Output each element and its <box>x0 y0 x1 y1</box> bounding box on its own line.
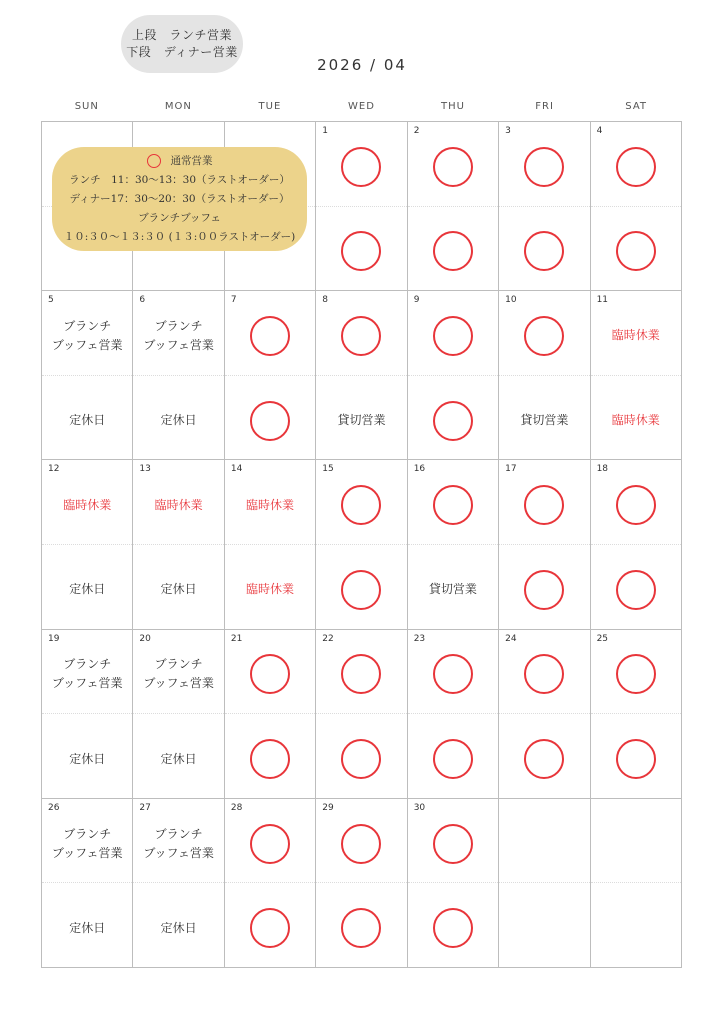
info-buffet-label: ブランチブッフェ <box>138 211 221 224</box>
dinner-slot <box>133 545 223 629</box>
open-circle-icon <box>524 316 564 356</box>
day-number: 6 <box>139 295 146 306</box>
calendar-day-cell <box>225 630 316 799</box>
slot-status-text: 貸切営業 <box>520 413 569 428</box>
open-circle-icon <box>433 316 473 356</box>
calendar-day-cell <box>408 291 499 460</box>
weekday-tue: TUE <box>258 101 282 112</box>
open-circle-icon <box>616 570 656 610</box>
calendar-day-cell <box>316 122 407 291</box>
calendar-day-cell <box>499 291 590 460</box>
slot-status-text: 定休日 <box>69 413 106 428</box>
open-circle-icon <box>433 739 473 779</box>
dinner-slot <box>42 545 132 629</box>
day-number: 17 <box>505 464 517 475</box>
calendar-day-cell <box>499 460 590 629</box>
day-number: 19 <box>48 633 60 644</box>
day-number: 21 <box>230 633 243 644</box>
dinner-slot <box>408 207 498 291</box>
slot-status-text: 貸切営業 <box>428 582 477 597</box>
dinner-slot <box>499 207 589 291</box>
slot-status-text: 臨時休業 <box>63 497 112 512</box>
dinner-slot <box>316 883 406 967</box>
slot-status-text: 臨時休業 <box>246 582 295 597</box>
dinner-slot <box>408 376 498 460</box>
dinner-slot <box>316 376 406 460</box>
calendar-day-cell <box>591 122 682 291</box>
day-number: 25 <box>596 633 609 644</box>
day-number: 12 <box>48 464 60 475</box>
dinner-slot <box>591 545 681 629</box>
open-circle-icon <box>341 316 381 356</box>
slot-status-text: ブランチ ブッフェ営業 <box>51 657 123 691</box>
calendar-day-cell <box>591 799 682 968</box>
calendar-day-cell <box>225 460 316 629</box>
dinner-slot <box>133 376 223 460</box>
day-number: 9 <box>413 295 420 306</box>
day-number: 5 <box>48 295 54 306</box>
day-number: 7 <box>230 295 237 306</box>
day-number: 16 <box>413 464 426 475</box>
calendar-day-cell <box>316 630 407 799</box>
dinner-slot <box>408 545 498 629</box>
day-number: 1 <box>322 126 329 136</box>
calendar-day-cell <box>591 460 682 629</box>
day-number: 27 <box>139 802 151 813</box>
dinner-slot <box>225 545 315 629</box>
slot-status-text: 定休日 <box>69 582 106 597</box>
open-circle-icon <box>616 485 656 525</box>
open-circle-icon <box>341 570 381 610</box>
slot-status-text: ブランチ ブッフェ営業 <box>143 318 214 352</box>
open-circle-icon <box>341 908 381 948</box>
day-number: 15 <box>322 464 334 475</box>
open-circle-icon <box>341 231 381 271</box>
day-number: 11 <box>596 295 609 306</box>
weekday-sat: SAT <box>625 101 648 112</box>
open-circle-icon <box>616 147 656 187</box>
dinner-slot <box>42 883 132 967</box>
dinner-slot <box>225 376 315 460</box>
calendar-day-cell <box>42 799 133 968</box>
day-number: 28 <box>230 802 243 813</box>
open-circle-icon <box>250 824 290 864</box>
weekday-fri: FRI <box>535 101 554 112</box>
business-hours-info <box>52 147 307 251</box>
slot-status-text: 臨時休業 <box>611 413 660 428</box>
open-circle-icon <box>616 231 656 271</box>
day-number: 8 <box>322 295 329 306</box>
open-circle-icon <box>616 654 656 694</box>
lunch-slot <box>408 291 498 376</box>
slot-status-text: 定休日 <box>160 413 197 428</box>
lunch-slot <box>133 291 223 376</box>
calendar-day-cell <box>499 630 590 799</box>
open-circle-icon <box>433 147 473 187</box>
open-circle-icon <box>524 739 564 779</box>
open-circle-icon <box>433 824 473 864</box>
day-number: 13 <box>139 464 151 475</box>
slot-status-text: 臨時休業 <box>246 497 295 512</box>
open-circle-icon <box>341 654 381 694</box>
open-circle-icon <box>250 401 290 441</box>
calendar-day-cell <box>225 799 316 968</box>
dinner-slot <box>133 883 223 967</box>
open-circle-icon <box>250 739 290 779</box>
day-number: 2 <box>413 126 420 136</box>
open-circle-icon <box>250 316 290 356</box>
open-circle-icon <box>250 908 290 948</box>
weekday-header <box>41 101 682 112</box>
dinner-slot <box>591 714 681 798</box>
lunch-slot <box>499 799 589 884</box>
dinner-slot <box>316 207 406 291</box>
calendar-day-cell <box>316 799 407 968</box>
open-circle-icon <box>341 739 381 779</box>
lunch-slot <box>42 291 132 376</box>
dinner-slot <box>408 883 498 967</box>
slot-status-text: ブランチ ブッフェ営業 <box>143 657 214 691</box>
open-circle-icon <box>341 485 381 525</box>
calendar-day-cell <box>316 291 407 460</box>
calendar-day-cell <box>499 122 590 291</box>
dinner-slot <box>225 714 315 798</box>
calendar-day-cell <box>408 122 499 291</box>
info-dinner-hours: ディナー17：30〜20：30（ラストオーダー） <box>69 192 290 205</box>
calendar-day-cell <box>408 460 499 629</box>
open-circle-icon <box>433 231 473 271</box>
legend-lunch: 上段 ランチ営業 <box>131 28 232 42</box>
lunch-slot <box>591 122 681 207</box>
calendar-day-cell <box>591 291 682 460</box>
circle-mark-icon <box>147 154 161 168</box>
weekday-thu: THU <box>441 101 465 112</box>
lunch-slot <box>225 291 315 376</box>
calendar-day-cell <box>316 460 407 629</box>
slot-status-text: 臨時休業 <box>611 328 660 343</box>
open-circle-icon <box>524 231 564 271</box>
dinner-slot <box>591 376 681 460</box>
open-circle-icon <box>341 824 381 864</box>
weekday-sun: SUN <box>74 101 99 112</box>
calendar-day-cell <box>133 799 224 968</box>
dinner-slot <box>591 207 681 291</box>
slot-status-text: ブランチ ブッフェ営業 <box>143 826 214 860</box>
day-number: 10 <box>505 295 517 306</box>
calendar-day-cell <box>133 460 224 629</box>
open-circle-icon <box>433 908 473 948</box>
slot-status-text: ブランチ ブッフェ営業 <box>51 318 123 352</box>
weekday-wed: WED <box>348 101 375 112</box>
calendar-day-cell <box>225 291 316 460</box>
slot-status-text: 定休日 <box>69 920 106 935</box>
dinner-slot <box>42 376 132 460</box>
open-circle-icon <box>524 654 564 694</box>
open-circle-icon <box>524 570 564 610</box>
open-circle-icon <box>524 147 564 187</box>
calendar-day-cell <box>591 630 682 799</box>
slot-status-text: 定休日 <box>160 751 197 766</box>
dinner-slot <box>408 714 498 798</box>
calendar-day-cell <box>133 630 224 799</box>
legend-dinner: 下段 ディナー営業 <box>126 45 238 59</box>
lunch-slot <box>408 122 498 207</box>
open-circle-icon <box>433 401 473 441</box>
day-number: 30 <box>413 802 426 813</box>
dinner-slot <box>42 714 132 798</box>
day-number: 24 <box>505 633 517 644</box>
weekday-mon: MON <box>164 101 192 112</box>
dinner-slot <box>225 883 315 967</box>
dinner-slot <box>499 714 589 798</box>
calendar-day-cell <box>42 291 133 460</box>
slot-status-text: 臨時休業 <box>154 497 203 512</box>
lunch-slot <box>316 122 406 207</box>
day-number: 4 <box>596 126 603 136</box>
day-number: 3 <box>505 126 511 136</box>
dinner-slot <box>316 545 406 629</box>
month-title: 2026 / 04 <box>317 56 407 74</box>
slot-status-text: 定休日 <box>160 920 197 935</box>
day-number: 18 <box>596 464 609 475</box>
info-header <box>147 152 213 171</box>
day-number: 29 <box>322 802 334 813</box>
day-number: 26 <box>48 802 60 813</box>
calendar-day-cell <box>408 799 499 968</box>
dinner-slot <box>316 714 406 798</box>
dinner-slot <box>499 376 589 460</box>
calendar-day-cell <box>499 799 590 968</box>
open-circle-icon <box>433 485 473 525</box>
day-number: 14 <box>230 464 243 475</box>
slot-status-text: 貸切営業 <box>337 413 386 428</box>
calendar-day-cell <box>133 291 224 460</box>
open-circle-icon <box>616 739 656 779</box>
calendar-day-cell <box>42 460 133 629</box>
calendar-day-cell <box>408 630 499 799</box>
info-lunch-hours: ランチ 11：30〜13：30（ラストオーダー） <box>69 173 290 186</box>
open-circle-icon <box>341 147 381 187</box>
day-number: 20 <box>139 633 151 644</box>
dinner-slot <box>499 545 589 629</box>
lunch-slot <box>591 799 681 884</box>
slot-status-text: ブランチ ブッフェ営業 <box>51 826 123 860</box>
open-circle-icon <box>250 654 290 694</box>
calendar-day-cell <box>42 630 133 799</box>
day-number: 22 <box>322 633 334 644</box>
day-number: 23 <box>413 633 426 644</box>
lunch-slot <box>499 122 589 207</box>
dinner-slot <box>591 883 681 967</box>
slot-status-text: 定休日 <box>160 582 197 597</box>
info-buffet-hours: １０:３０〜１３:３０ (１３:００ラストオーダー) <box>63 230 296 243</box>
dinner-slot <box>499 883 589 967</box>
open-circle-icon <box>433 654 473 694</box>
open-circle-icon <box>524 485 564 525</box>
info-symbol-label: 通常営業 <box>170 154 213 167</box>
lunch-slot <box>316 291 406 376</box>
dinner-slot <box>133 714 223 798</box>
slot-status-text: 定休日 <box>69 751 106 766</box>
